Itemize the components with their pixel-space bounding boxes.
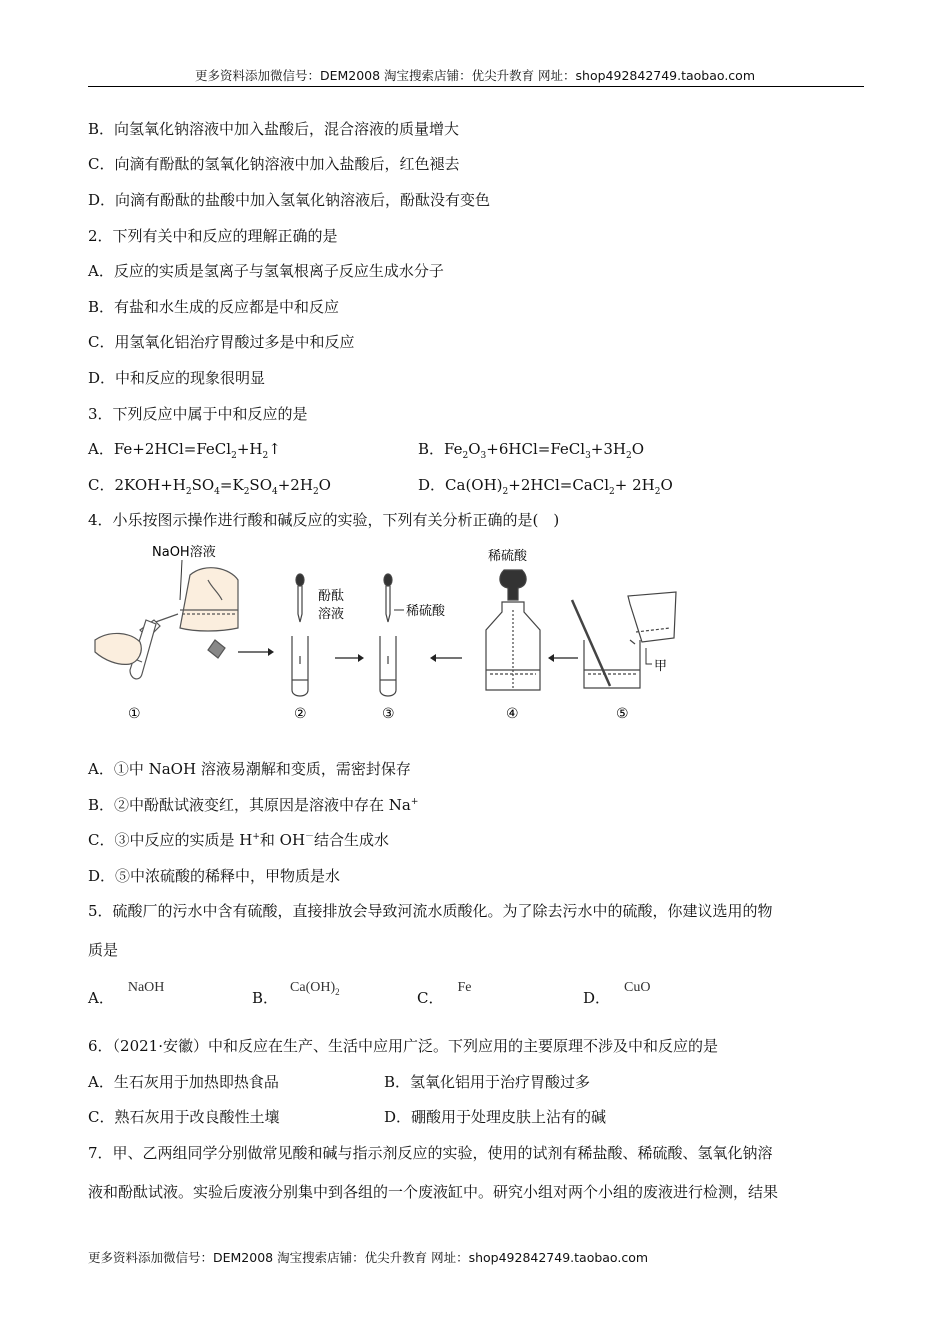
- step-number-4: ④: [506, 706, 519, 722]
- q4-option-c: C．③中反应的实质是 H+和 OH－结合生成水: [88, 831, 390, 849]
- q4-stem: 4．小乐按图示操作进行酸和碱反应的实验，下列有关分析正确的是( ): [88, 511, 560, 529]
- step2-tube-phenolphthalein: [292, 574, 308, 696]
- q5-option-c: C．Fe: [417, 980, 472, 1007]
- q1-option-b: B．向氢氧化钠溶液中加入盐酸后，混合溶液的质量增大: [88, 120, 460, 138]
- page-header: 更多资料添加微信号：DEM2008 淘宝搜索店铺：优尖升教育 网址：shop492842749.taobao.com: [194, 68, 756, 83]
- q5-option-b: B．$Ca(OH)_2$: [252, 980, 340, 1007]
- step-number-2: ②: [294, 706, 307, 722]
- q4-option-b: B．②中酚酞试液变红，其原因是溶液中存在 Na+: [88, 796, 419, 814]
- q7-line1: 7．甲、乙两组同学分别做常见酸和碱与指示剂反应的实验，使用的试剂有稀盐酸、稀硫酸、氢氧化钠溶: [88, 1144, 773, 1162]
- header-divider: [88, 86, 864, 87]
- step3-tube-acid: [380, 574, 396, 696]
- page-footer: 更多资料添加微信号：DEM2008 淘宝搜索店铺：优尖升教育 网址：shop492842749.taobao.com: [88, 1250, 649, 1265]
- q3-stem: 3．下列反应中属于中和反应的是: [88, 405, 308, 423]
- q3-option-d: D．$Ca(OH)_2+2HCl=CaCl_2+ 2H_2O$: [418, 476, 673, 497]
- label-acid-top: 稀硫酸: [488, 549, 528, 564]
- q2-stem: 2．下列有关中和反应的理解正确的是: [88, 227, 338, 245]
- q5-option-d: D．CuO: [583, 980, 651, 1007]
- q5-stem-line2: 质是: [88, 941, 119, 959]
- label-acid-side: 稀硫酸: [406, 604, 446, 619]
- q2-option-d: D．中和反应的现象很明显: [88, 369, 266, 387]
- step1-pouring-illustration: [95, 568, 238, 679]
- label-phenol-1: 酚酞: [318, 589, 345, 604]
- q2-option-c: C．用氢氧化铝治疗胃酸过多是中和反应: [88, 333, 355, 351]
- q1-option-c: C．向滴有酚酞的氢氧化钠溶液中加入盐酸后，红色褪去: [88, 155, 460, 173]
- experiment-figure: [90, 540, 700, 725]
- step-number-1: ①: [128, 706, 141, 722]
- q6-stem: 6．（2021·安徽）中和反应在生产、生活中应用广泛。下列应用的主要原理不涉及中和反应的是: [88, 1037, 718, 1055]
- q1-option-d: D．向滴有酚酞的盐酸中加入氢氧化钠溶液后，酚酞没有变色: [88, 191, 491, 209]
- q4-option-d: D．⑤中浓硫酸的稀释中，甲物质是水: [88, 867, 341, 885]
- q6-option-d: D．硼酸用于处理皮肤上沾有的碱: [384, 1108, 607, 1126]
- q5-stem-line1: 5．硫酸厂的污水中含有硫酸，直接排放会导致河流水质酸化。为了除去污水中的硫酸，你建议选用的物: [88, 902, 773, 920]
- label-phenol-2: 溶液: [318, 607, 345, 622]
- step-number-3: ③: [382, 706, 395, 722]
- q2-option-a: A．反应的实质是氢离子与氢氧根离子反应生成水分子: [88, 262, 444, 280]
- q3-option-a: A．$Fe+2HCl=FeCl_2+H_2↑$: [88, 440, 281, 461]
- q2-option-b: B．有盐和水生成的反应都是中和反应: [88, 298, 340, 316]
- q3-option-b: B．$Fe_2O_3+6HCl=FeCl_3+3H_2O$: [418, 440, 645, 461]
- q6-option-c: C．熟石灰用于改良酸性土壤: [88, 1108, 280, 1126]
- q6-option-b: B．氢氧化铝用于治疗胃酸过多: [384, 1073, 591, 1091]
- step-number-5: ⑤: [616, 706, 629, 722]
- q5-option-a: A．NaOH: [88, 980, 165, 1007]
- q6-option-a: A．生石灰用于加热即热食品: [88, 1073, 279, 1091]
- q3-option-c: C．$2KOH+H_2SO_4=K_2SO_4+2H_2O$: [88, 476, 331, 497]
- step4-reagent-bottle: [486, 570, 540, 690]
- label-naoh: NaOH溶液: [152, 545, 216, 560]
- q4-option-a: A．①中 NaOH 溶液易潮解和变质，需密封保存: [88, 760, 411, 778]
- q7-line2: 液和酚酞试液。实验后废液分别集中到各组的一个废液缸中。研究小组对两个小组的废液进行检测，结果: [88, 1183, 779, 1201]
- label-jia: 甲: [654, 659, 668, 674]
